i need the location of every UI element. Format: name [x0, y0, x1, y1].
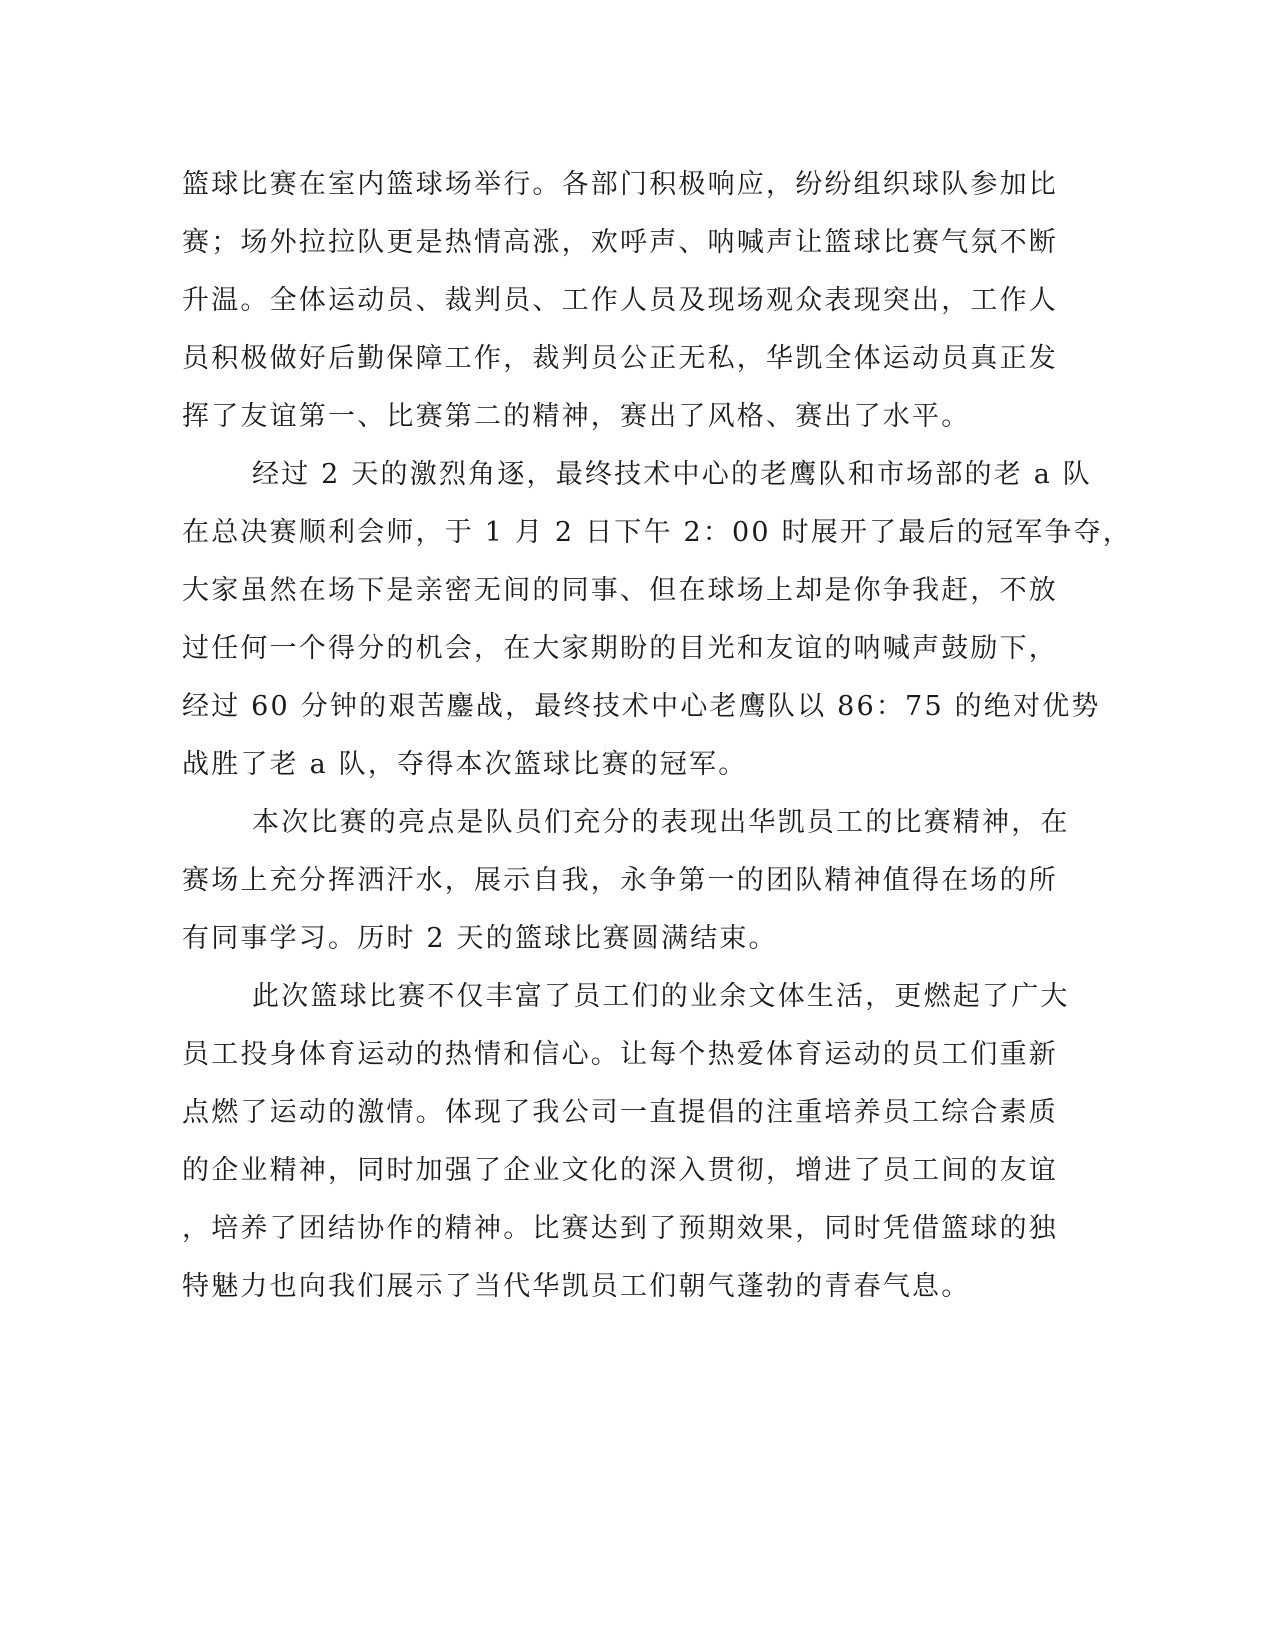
text-line: 大家虽然在场下是亲密无间的同事、但在球场上却是你争我赶，不放 — [182, 575, 1058, 606]
paragraph-1 — [182, 156, 1058, 446]
text-line: 有同事学习。历时 2 天的篮球比赛圆满结束。 — [182, 923, 778, 954]
text-line: 赛；场外拉拉队更是热情高涨，欢呼声、呐喊声让篮球比赛气氛不断 — [182, 227, 1058, 258]
text-line: 点燃了运动的激情。体现了我公司一直提倡的注重培养员工综合素质 — [182, 1097, 1058, 1128]
text-line: 经过 60 分钟的艰苦鏖战，最终技术中心老鹰队以 86：75 的绝对优势 — [182, 691, 1101, 722]
text-line: 员工投身体育运动的热情和信心。让每个热爱体育运动的员工们重新 — [182, 1039, 1058, 1070]
paragraph-2 — [182, 446, 1132, 794]
text-line: 此次篮球比赛不仅丰富了员工们的业余文体生活，更燃起了广大 — [252, 981, 1070, 1012]
text-line: 员积极做好后勤保障工作，裁判员公正无私，华凯全体运动员真正发 — [182, 343, 1058, 374]
paragraph-4 — [182, 968, 1070, 1316]
document-body — [182, 156, 1132, 1316]
text-line: 本次比赛的亮点是队员们充分的表现出华凯员工的比赛精神，在 — [252, 807, 1070, 838]
text-line: 在总决赛顺利会师，于 1 月 2 日下午 2：00 时展开了最后的冠军争夺， — [182, 517, 1132, 548]
text-line: 挥了友谊第一、比赛第二的精神，赛出了风格、赛出了水平。 — [182, 401, 971, 432]
paragraph-3 — [182, 794, 1070, 968]
text-line: 篮球比赛在室内篮球场举行。各部门积极响应，纷纷组织球队参加比 — [182, 169, 1058, 200]
text-line: 的企业精神，同时加强了企业文化的深入贯彻，增进了员工间的友谊 — [182, 1155, 1058, 1186]
text-line: 战胜了老 a 队，夺得本次篮球比赛的冠军。 — [182, 749, 748, 780]
text-line: ，培养了团结协作的精神。比赛达到了预期效果，同时凭借篮球的独 — [182, 1213, 1058, 1244]
text-line: 经过 2 天的激烈角逐，最终技术中心的老鹰队和市场部的老 a 队 — [252, 459, 1093, 490]
text-line: 过任何一个得分的机会，在大家期盼的目光和友谊的呐喊声鼓励下， — [182, 633, 1058, 664]
text-line: 赛场上充分挥洒汗水，展示自我，永争第一的团队精神值得在场的所 — [182, 865, 1058, 896]
text-line: 升温。全体运动员、裁判员、工作人员及现场观众表现突出，工作人 — [182, 285, 1058, 316]
text-line: 特魅力也向我们展示了当代华凯员工们朝气蓬勃的青春气息。 — [182, 1271, 971, 1302]
